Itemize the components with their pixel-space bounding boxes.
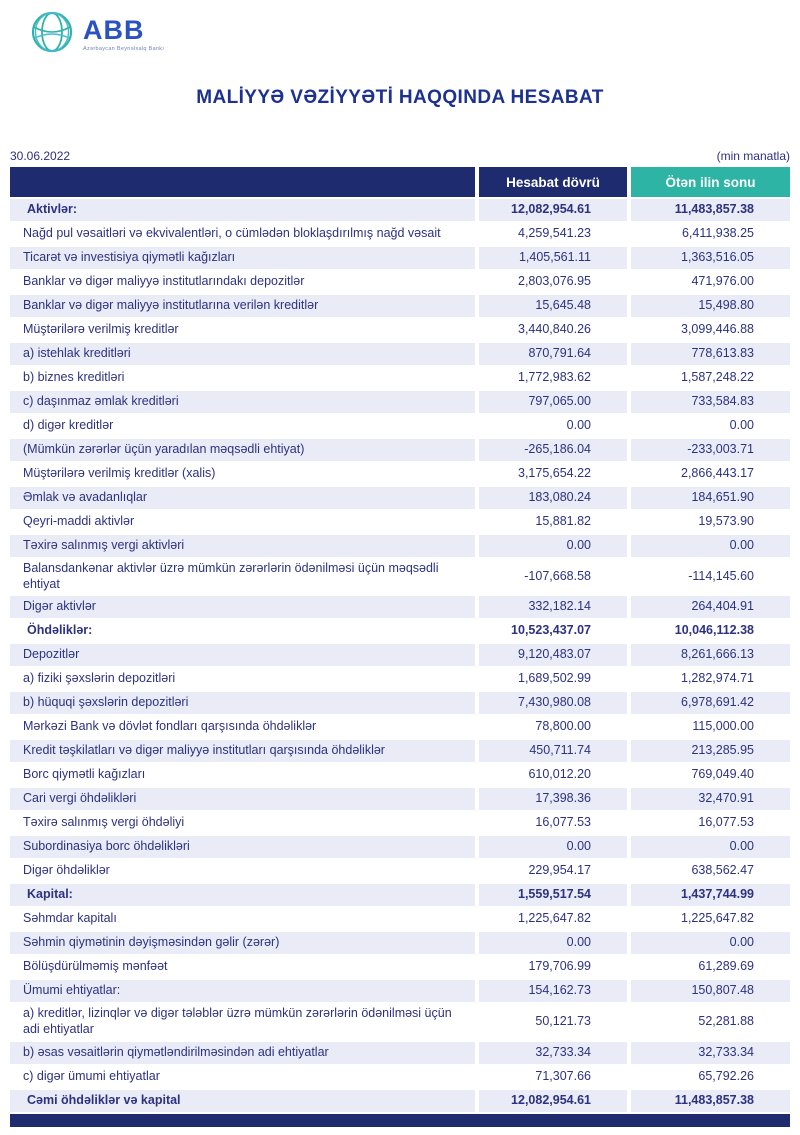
row-previous-value: 61,289.69 <box>698 959 754 974</box>
row-previous-value: 1,587,248.22 <box>681 370 754 385</box>
header-label-column <box>10 167 475 197</box>
row-current-value: 12,082,954.61 <box>479 1090 627 1112</box>
table-row <box>10 812 790 834</box>
row-label: Təxirə salınmış vergi aktivləri <box>10 535 475 557</box>
table-row <box>10 439 790 461</box>
table-row <box>10 884 790 906</box>
table-header <box>10 167 790 197</box>
table-row <box>10 980 790 1002</box>
row-current-value: 15,881.82 <box>535 514 591 529</box>
row-previous-value: 19,573.90 <box>698 514 754 529</box>
row-label: Depozitlər <box>10 644 475 666</box>
row-label: c) daşınmaz əmlak kreditləri <box>10 391 475 413</box>
row-previous-value: 733,584.83 <box>631 391 790 413</box>
row-label: a) kreditlər, lizinqlər və digər tələblər üzrə mümkün zərərlərin ödənilməsi üçün adi ehtiyatlar <box>23 1006 452 1036</box>
row-previous-value: 10,046,112.38 <box>674 623 754 638</box>
row-label: Banklar və digər maliyyə institutlarındakı depozitlər <box>23 274 305 289</box>
row-label: Qeyri-maddi aktivlər <box>23 514 135 529</box>
row-previous-value: 2,866,443.17 <box>681 466 754 481</box>
table-row <box>10 596 790 618</box>
row-current-value: 0.00 <box>566 418 591 433</box>
row-current-value: 1,225,647.82 <box>518 911 591 926</box>
row-label: Mərkəzi Bank və dövlət fondları qarşısında öhdəliklər <box>23 719 317 734</box>
row-label: b) biznes kreditləri <box>23 370 125 385</box>
bank-name: ABB <box>83 15 145 45</box>
row-previous-value: 11,483,857.38 <box>631 199 790 221</box>
report-unit: (min manatla) <box>716 149 790 163</box>
row-current-value: 179,706.99 <box>528 959 591 974</box>
row-previous-value: -114,145.60 <box>688 568 754 583</box>
row-current-value: 0.00 <box>479 932 627 954</box>
table-row <box>10 463 790 485</box>
row-current-value: 1,559,517.54 <box>479 884 627 906</box>
row-label: Öhdəliklər: <box>27 623 93 638</box>
row-previous-value: 1,437,744.99 <box>631 884 790 906</box>
table-row <box>10 415 790 437</box>
row-previous-value: 638,562.47 <box>691 863 754 878</box>
row-current-value: 71,307.66 <box>535 1068 591 1083</box>
row-previous-value: 16,077.53 <box>698 815 754 830</box>
table-row <box>10 199 790 221</box>
row-current-value: 0.00 <box>479 836 627 858</box>
row-previous-value: 184,651.90 <box>631 487 790 509</box>
row-label: a) istehlak kreditləri <box>10 343 475 365</box>
row-current-value: 12,082,954.61 <box>479 199 627 221</box>
row-previous-value: 1,363,516.05 <box>631 247 790 269</box>
row-current-value: 7,430,980.08 <box>479 692 627 714</box>
row-current-value: 1,405,561.11 <box>479 247 627 269</box>
table-row <box>10 343 790 365</box>
page-title: MALİYYƏ VƏZİYYƏTİ HAQQINDA HESABAT <box>196 87 604 108</box>
table-body <box>10 197 790 1112</box>
report-meta <box>10 149 790 163</box>
row-label: (Mümkün zərərlər üçün yaradılan məqsədli ehtiyat) <box>10 439 475 461</box>
row-current-value: 32,733.34 <box>479 1042 627 1064</box>
table-row <box>10 788 790 810</box>
row-previous-value: 15,498.80 <box>631 295 790 317</box>
row-label: Bölüşdürülməmiş mənfəət <box>23 959 168 974</box>
row-previous-value: 778,613.83 <box>631 343 790 365</box>
row-previous-value: 0.00 <box>631 932 790 954</box>
bank-logo-text <box>83 17 164 52</box>
bank-subtitle: Azərbaycan Beynəlxalq Bankı <box>83 46 165 52</box>
row-label: Borc qiymətli kağızları <box>23 767 146 782</box>
row-previous-value: 1,225,647.82 <box>681 911 754 926</box>
row-previous-value: 0.00 <box>631 836 790 858</box>
row-current-value: 78,800.00 <box>535 719 591 734</box>
table-row <box>10 391 790 413</box>
table-row <box>10 908 790 930</box>
row-previous-value: 471,976.00 <box>691 274 754 289</box>
table-row <box>10 271 790 293</box>
table-row <box>10 511 790 533</box>
row-current-value: 9,120,483.07 <box>479 644 627 666</box>
row-current-value: 16,077.53 <box>535 815 591 830</box>
row-label: Aktivlər: <box>10 199 475 221</box>
row-previous-value: 264,404.91 <box>631 596 790 618</box>
row-previous-value: 1,282,974.71 <box>681 671 754 686</box>
row-previous-value: 150,807.48 <box>631 980 790 1002</box>
bank-logo <box>30 10 800 59</box>
row-previous-value: 0.00 <box>631 535 790 557</box>
row-label: Müştərilərə verilmiş kreditlər <box>23 322 179 337</box>
table-row <box>10 295 790 317</box>
table-row <box>10 932 790 954</box>
table-row <box>10 860 790 882</box>
row-label: Kredit təşkilatları və digər maliyyə institutları qarşısında öhdəliklər <box>10 740 475 762</box>
row-label: Müştərilərə verilmiş kreditlər (xalis) <box>23 466 216 481</box>
row-current-value: 50,121.73 <box>535 1014 591 1029</box>
row-label: Digər aktivlər <box>10 596 475 618</box>
row-current-value: -265,186.04 <box>479 439 627 461</box>
row-previous-value: 3,099,446.88 <box>681 322 754 337</box>
row-current-value: 10,523,437.07 <box>511 623 591 638</box>
table-row <box>10 740 790 762</box>
row-label: b) hüquqi şəxslərin depozitləri <box>10 692 475 714</box>
table-row <box>10 668 790 690</box>
table-row <box>10 1004 790 1039</box>
table-row <box>10 836 790 858</box>
table-row <box>10 535 790 557</box>
row-previous-value: 6,411,938.25 <box>681 226 754 241</box>
row-label: a) fiziki şəxslərin depozitləri <box>23 671 176 686</box>
row-current-value: 870,791.64 <box>479 343 627 365</box>
row-label: c) digər ümumi ehtiyatlar <box>23 1068 160 1083</box>
table-row <box>10 644 790 666</box>
row-current-value: 17,398.36 <box>479 788 627 810</box>
row-label: Kapital: <box>10 884 475 906</box>
table-row <box>10 247 790 269</box>
row-previous-value: 8,261,666.13 <box>631 644 790 666</box>
table-row <box>10 367 790 389</box>
row-current-value: 4,259,541.23 <box>518 226 591 241</box>
table-row <box>10 319 790 341</box>
row-current-value: 229,954.17 <box>528 863 591 878</box>
table-row <box>10 764 790 786</box>
row-previous-value: 6,978,691.42 <box>631 692 790 714</box>
row-label: b) əsas vəsaitlərin qiymətləndirilməsindən adi ehtiyatlar <box>10 1042 475 1064</box>
row-current-value: 610,012.20 <box>528 767 591 782</box>
row-label: Balansdankənar aktivlər üzrə mümkün zərərlərin ödənilməsi üçün məqsədli ehtiyat <box>23 561 439 591</box>
row-current-value: 1,772,983.62 <box>518 370 591 385</box>
row-previous-value: 769,049.40 <box>691 767 754 782</box>
row-current-value: 183,080.24 <box>479 487 627 509</box>
row-current-value: 1,689,502.99 <box>518 671 591 686</box>
row-label: Əmlak və avadanlıqlar <box>10 487 475 509</box>
table-row <box>10 223 790 245</box>
row-label: d) digər kreditlər <box>23 418 114 433</box>
report-date: 30.06.2022 <box>10 149 71 163</box>
row-current-value: 332,182.14 <box>479 596 627 618</box>
row-previous-value: 65,792.26 <box>698 1068 754 1083</box>
row-current-value: 450,711.74 <box>479 740 627 762</box>
row-label: Nağd pul vəsaitləri və ekvivalentləri, o cümlədən bloklaşdırılmış nağd vəsait <box>23 226 441 241</box>
row-label: Təxirə salınmış vergi öhdəliyi <box>23 815 185 830</box>
row-previous-value: 32,733.34 <box>631 1042 790 1064</box>
table-row <box>10 1090 790 1112</box>
row-current-value: 2,803,076.95 <box>518 274 591 289</box>
row-current-value: 3,175,654.22 <box>518 466 591 481</box>
row-previous-value: 11,483,857.38 <box>631 1090 790 1112</box>
row-label: Səhmdar kapitalı <box>23 911 117 926</box>
row-previous-value: -233,003.71 <box>631 439 790 461</box>
row-label: Cəmi öhdəliklər və kapital <box>10 1090 475 1112</box>
table-row <box>10 716 790 738</box>
row-label: Subordinasiya borc öhdəlikləri <box>10 836 475 858</box>
table-row <box>10 1042 790 1064</box>
header-previous-period: Ötən ilin sonu <box>631 167 790 197</box>
row-previous-value: 0.00 <box>729 418 754 433</box>
row-current-value: -107,668.58 <box>524 568 591 583</box>
table-row <box>10 559 790 594</box>
row-label: Ümumi ehtiyatlar: <box>10 980 475 1002</box>
row-current-value: 0.00 <box>479 535 627 557</box>
bank-logo-icon <box>30 10 74 59</box>
table-row <box>10 487 790 509</box>
row-previous-value: 115,000.00 <box>692 719 754 734</box>
row-current-value: 797,065.00 <box>479 391 627 413</box>
row-current-value: 15,645.48 <box>479 295 627 317</box>
header-current-period: Hesabat dövrü <box>479 167 627 197</box>
table-row <box>10 1066 790 1088</box>
financial-table <box>10 167 790 1112</box>
row-label: Cari vergi öhdəlikləri <box>10 788 475 810</box>
table-row <box>10 620 790 642</box>
row-label: Ticarət və investisiya qiymətli kağızları <box>10 247 475 269</box>
row-previous-value: 213,285.95 <box>631 740 790 762</box>
row-previous-value: 32,470.91 <box>631 788 790 810</box>
row-current-value: 3,440,840.26 <box>518 322 591 337</box>
row-previous-value: 52,281.88 <box>698 1014 754 1029</box>
page <box>0 10 800 1127</box>
row-label: Digər öhdəliklər <box>23 863 110 878</box>
row-label: Səhmin qiymətinin dəyişməsindən gəlir (zərər) <box>10 932 475 954</box>
row-current-value: 154,162.73 <box>479 980 627 1002</box>
row-label: Banklar və digər maliyyə institutlarına verilən kreditlər <box>10 295 475 317</box>
table-row <box>10 692 790 714</box>
table-row <box>10 956 790 978</box>
